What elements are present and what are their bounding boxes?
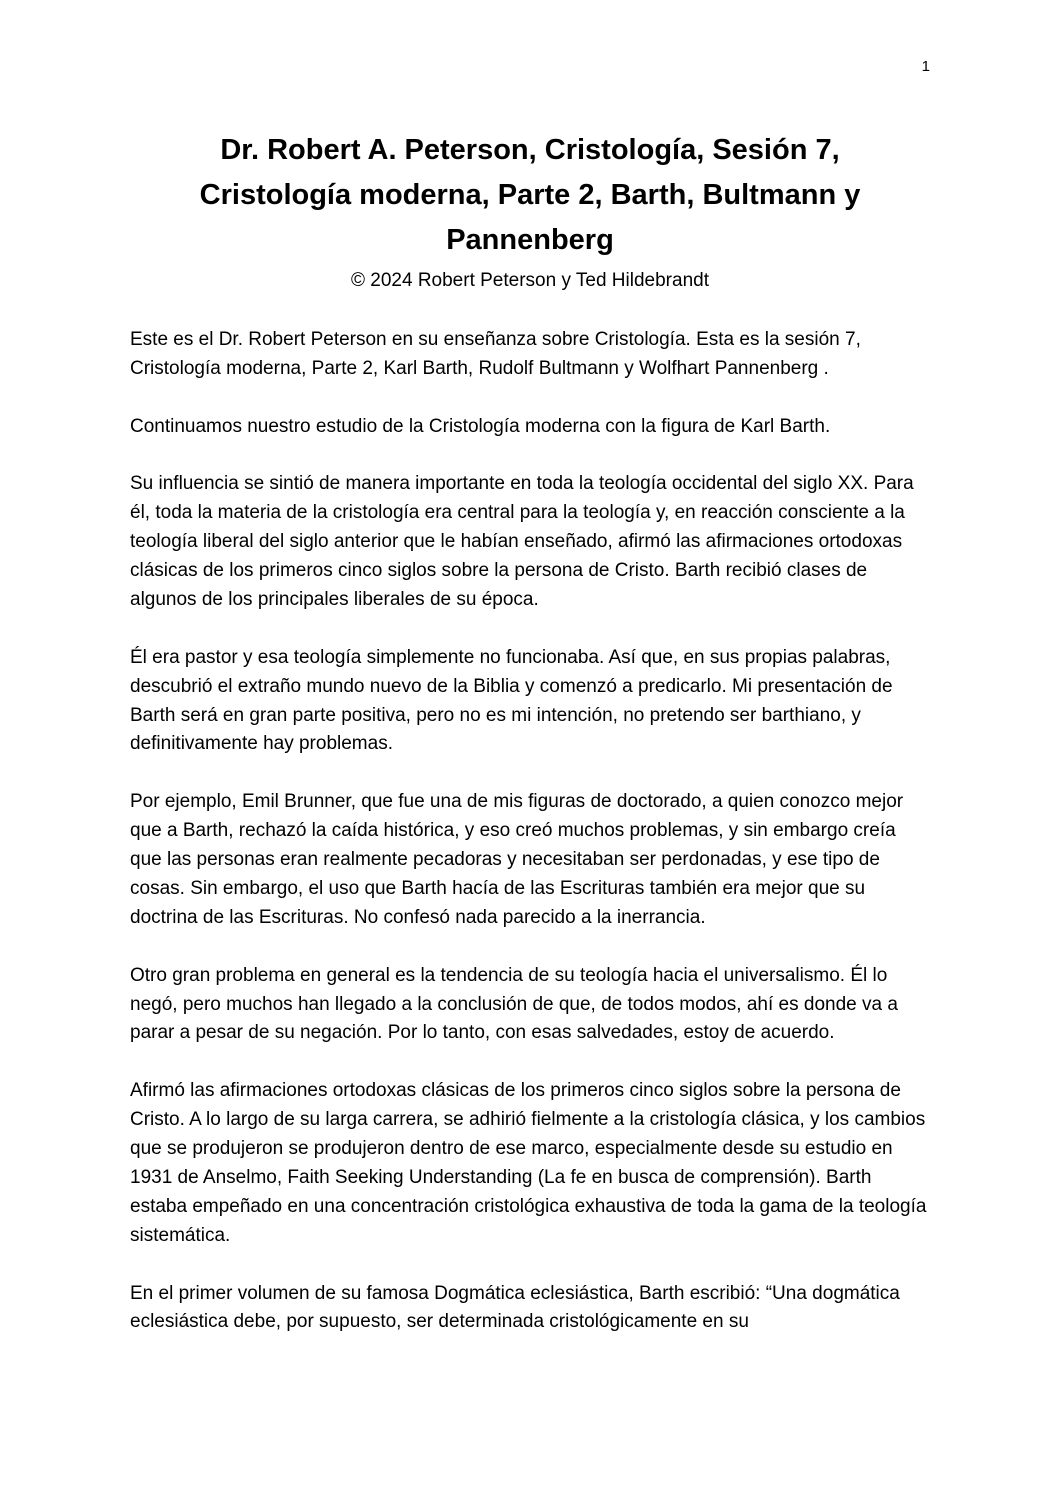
- paragraph-5: Por ejemplo, Emil Brunner, que fue una de mis figuras de doctorado, a quien conozco mejor que a Barth, rechazó la caída histórica, y eso creó muchos problemas, y sin embargo creía que las personas eran realmente pecadoras y necesitaban ser perdonadas, y ese tipo de cosas. Sin embargo, el uso que Barth hacía de las Escrituras también era mejor que su doctrina de las Escrituras. No confesó nada parecido a la inerrancia.: [130, 791, 904, 928]
- paragraph-1: Este es el Dr. Robert Peterson en su enseñanza sobre Cristología. Esta es la sesión 7, Cristología moderna, Parte 2, Karl Barth, Rudolf Bultmann y Wolfhart Pannenberg .: [130, 328, 861, 379]
- document-body: [130, 326, 930, 1338]
- paragraph-2: Continuamos nuestro estudio de la Cristología moderna con la figura de Karl Barth.: [130, 415, 831, 437]
- paragraph-4: Él era pastor y esa teología simplemente no funcionaba. Así que, en sus propias palabras, descubrió el extraño mundo nuevo de la Biblia y comenzó a predicarlo. Mi presentación de Barth será en gran parte positiva, pero no es mi intención, no pretendo ser barthiano, y definitivamente hay problemas.: [130, 646, 893, 755]
- paragraph-8: En el primer volumen de su famosa Dogmática eclesiástica, Barth escribió: “Una dogmática eclesiástica debe, por supuesto, ser determinada cristológicamente en su: [130, 1282, 900, 1333]
- paragraph-6: Otro gran problema en general es la tendencia de su teología hacia el universalismo. Él lo negó, pero muchos han llegado a la conclusión de que, de todos modos, ahí es donde va a parar a pesar de su negación. Por lo tanto, con esas salvedades, estoy de acuerdo.: [130, 964, 898, 1044]
- document-title-line-1: Dr. Robert A. Peterson, Cristología, Sesión 7,: [220, 134, 840, 166]
- document-title-line-3: Pannenberg: [446, 223, 614, 256]
- document-title: [130, 128, 930, 263]
- paragraph-7: Afirmó las afirmaciones ortodoxas clásicas de los primeros cinco siglos sobre la persona de Cristo. A lo largo de su larga carrera, se adhirió fielmente a la cristología clásica, y los cambios que se produjeron se produjeron dentro de ese marco, especialmente desde su estudio en 1931 de Anselmo, Faith Seeking Understanding (La fe en busca de comprensión). Barth estaba empeñado en una concentración cristológica exhaustiva de toda la gama de la teología sistemática.: [130, 1080, 927, 1246]
- document-title-line-2: Cristología moderna, Parte 2, Barth, Bultmann y: [199, 178, 861, 211]
- paragraph-3: Su influencia se sintió de manera importante en toda la teología occidental del siglo XX. Para él, toda la materia de la cristología era central para la teología y, en reacción consciente a la teología liberal del siglo anterior que le habían enseñado, afirmó las afirmaciones ortodoxas clásicas de los primeros cinco siglos sobre la persona de Cristo. Barth recibió clases de algunos de los principales liberales de su época.: [130, 473, 914, 610]
- page-number: 1: [921, 58, 930, 75]
- copyright-line: © 2024 Robert Peterson y Ted Hildebrandt: [351, 269, 709, 291]
